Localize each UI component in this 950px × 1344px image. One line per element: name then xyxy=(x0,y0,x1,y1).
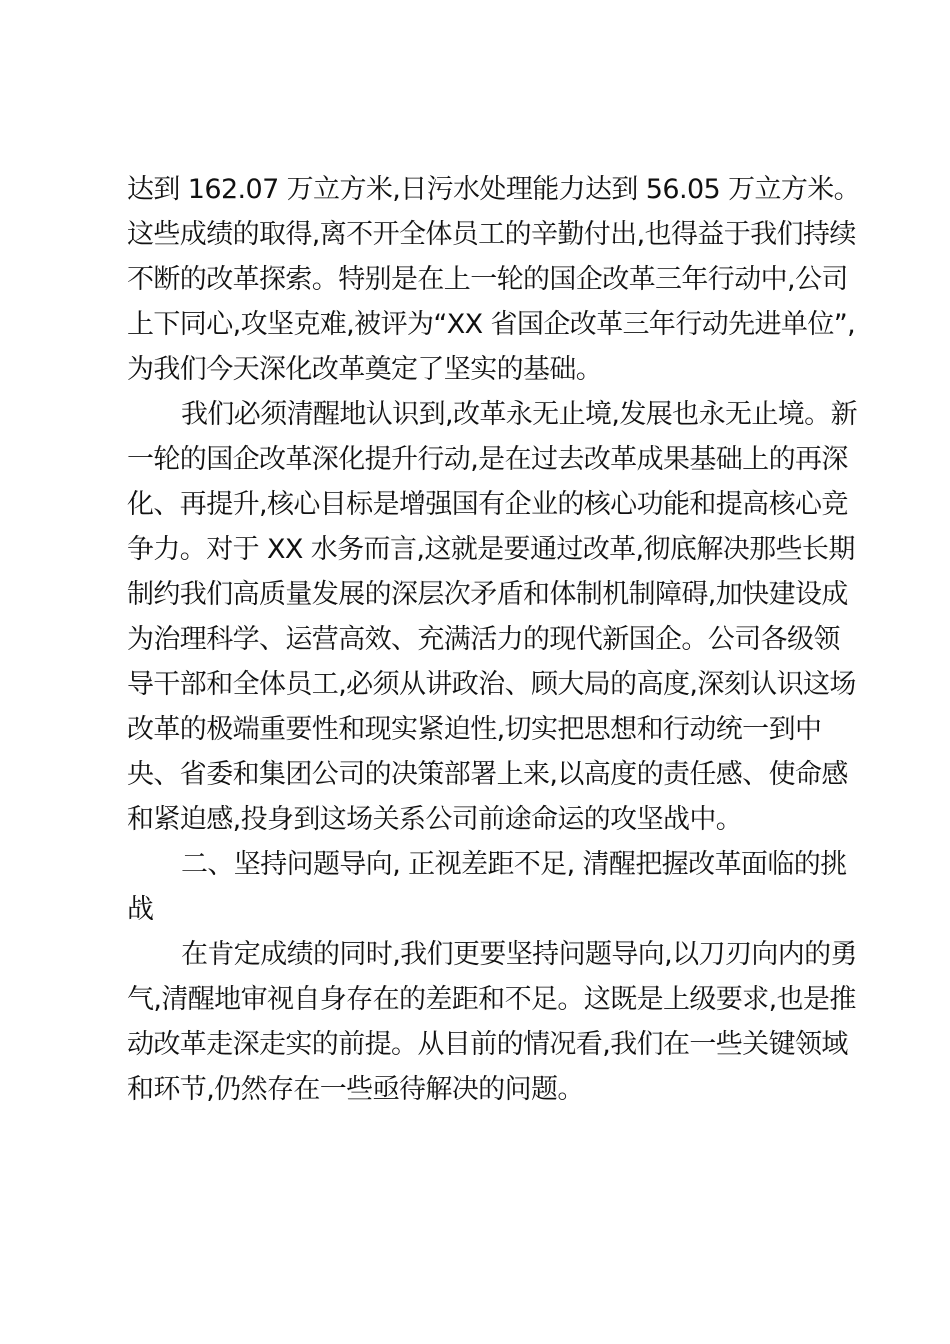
text-line: 上下同心,攻坚克难,被评为“XX 省国企改革三年行动先进单位”, xyxy=(127,309,856,340)
text-line: 一轮的国企改革深化提升行动,是在过去改革成果基础上的再深 xyxy=(127,444,848,475)
text-line: 我们必须清醒地认识到,改革永无止境,发展也永无止境。新 xyxy=(181,399,857,430)
text-line: 改革的极端重要性和现实紧迫性,切实把思想和行动统一到中 xyxy=(127,714,822,745)
heading-line: 战 xyxy=(127,894,154,925)
document-page xyxy=(127,167,861,1112)
text-line: 制约我们高质量发展的深层次矛盾和体制机制障碍,加快建设成 xyxy=(127,579,848,610)
text-line: 动改革走深走实的前提。从目前的情况看,我们在一些关键领域 xyxy=(127,1029,848,1060)
paragraph-problems xyxy=(127,932,857,1112)
text-line: 不断的改革探索。特别是在上一轮的国企改革三年行动中,公司 xyxy=(127,264,848,295)
text-line: 和环节,仍然存在一些亟待解决的问题。 xyxy=(127,1074,584,1105)
section-heading xyxy=(127,842,847,932)
paragraph-achievements xyxy=(127,167,861,392)
text-line: 为我们今天深化改革奠定了坚实的基础。 xyxy=(127,354,603,385)
heading-line: 二、坚持问题导向, 正视差距不足, 清醒把握改革面临的挑 xyxy=(181,849,847,880)
text-line: 这些成绩的取得,离不开全体员工的辛勤付出,也得益于我们持续 xyxy=(127,219,856,250)
text-line: 争力。对于 XX 水务而言,这就是要通过改革,彻底解决那些长期 xyxy=(127,534,855,565)
text-line: 达到 162.07 万立方米,日污水处理能力达到 56.05 万立方米。 xyxy=(127,174,861,205)
text-line: 和紧迫感,投身到这场关系公司前途命运的攻坚战中。 xyxy=(127,804,743,835)
text-line: 在肯定成绩的同时,我们更要坚持问题导向,以刀刃向内的勇 xyxy=(181,939,857,970)
text-line: 导干部和全体员工,必须从讲政治、顾大局的高度,深刻认识这场 xyxy=(127,669,856,700)
text-line: 化、再提升,核心目标是增强国有企业的核心功能和提高核心竞 xyxy=(127,489,848,520)
text-line: 气,清醒地审视自身存在的差距和不足。这既是上级要求,也是推 xyxy=(127,984,856,1015)
text-line: 为治理科学、运营高效、充满活力的现代新国企。公司各级领 xyxy=(127,624,840,655)
paragraph-reform-awareness xyxy=(127,392,857,842)
text-line: 央、省委和集团公司的决策部署上来,以高度的责任感、使命感 xyxy=(127,759,848,790)
